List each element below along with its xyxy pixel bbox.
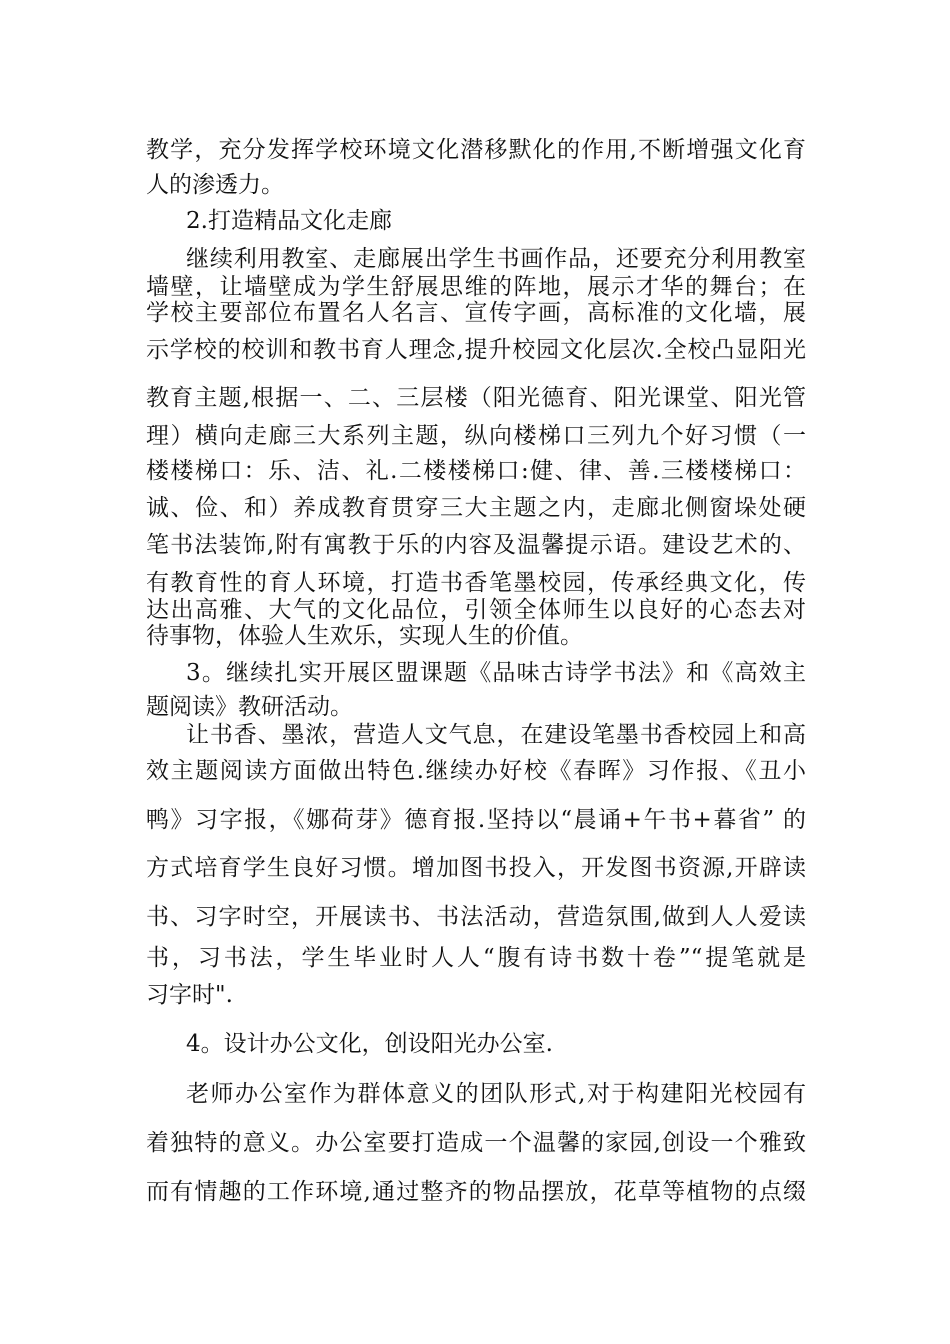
text-line: 老师办公室作为群体意义的团队形式,对于构建阳光校园有	[186, 1081, 806, 1107]
section-heading: 4。设计办公文化，创设阳光办公室.	[186, 1031, 553, 1057]
section-heading: 3。继续扎实开展区盟课题《品味古诗学书法》和《高效主	[186, 660, 806, 686]
text-line: 鸭》习字报，《娜荷芽》德育报.坚持以“晨诵+午书+暮省” 的	[146, 807, 806, 833]
text-line: 而有情趣的工作环境,通过整齐的物品摆放，花草等植物的点缀	[146, 1179, 806, 1205]
text-line: 学校主要部位布置名人名言、宣传字画，高标准的文化墙，展	[146, 300, 806, 326]
text-line: 习字时".	[146, 982, 233, 1008]
section-heading: 2.打造精品文化走廊	[186, 208, 392, 234]
text-line: 继续利用教室、走廊展出学生书画作品，还要充分利用教室	[186, 246, 806, 272]
section-heading: 题阅读》教研活动。	[146, 694, 353, 720]
text-line: 人的渗透力。	[146, 172, 284, 198]
text-line: 诚、俭、和）养成教育贯穿三大主题之内，走廊北侧窗垛处硬	[146, 495, 806, 521]
text-line: 教学，充分发挥学校环境文化潜移默化的作用,不断增强文化育	[146, 137, 806, 163]
text-line: 有教育性的育人环境，打造书香笔墨校园，传承经典文化，传	[146, 570, 806, 596]
text-line: 教育主题,根据一、二、三层楼（阳光德育、阳光课堂、阳光管	[146, 385, 806, 411]
text-line: 书，习书法，学生毕业时人人“腹有诗书数十卷”“提笔就是	[146, 945, 806, 971]
text-line: 待事物，体验人生欢乐，实现人生的价值。	[146, 623, 583, 649]
text-line: 笔书法装饰,附有寓教于乐的内容及温馨提示语。建设艺术的、	[146, 532, 806, 558]
text-line: 着独特的意义。办公室要打造成一个温馨的家园,创设一个雅致	[146, 1130, 806, 1156]
text-line: 示学校的校训和教书育人理念,提升校园文化层次.全校凸显阳光	[146, 337, 806, 363]
text-line: 效主题阅读方面做出特色.继续办好校《春晖》习作报、《丑小	[146, 758, 806, 784]
text-line: 让书香、墨浓，营造人文气息，在建设笔墨书香校园上和高	[186, 722, 806, 748]
text-line: 书、习字时空，开展读书、书法活动，营造氛围,做到人人爱读	[146, 904, 806, 930]
text-line: 墙壁，让墙壁成为学生舒展思维的阵地，展示才华的舞台；在	[146, 274, 806, 300]
text-line: 理）横向走廊三大系列主题，纵向楼梯口三列九个好习惯（一	[146, 423, 806, 449]
text-line: 方式培育学生良好习惯。增加图书投入，开发图书资源,开辟读	[146, 855, 806, 881]
text-line: 楼楼梯口：乐、洁、礼.二楼楼梯口:健、律、善.三楼楼梯口：	[146, 458, 806, 484]
text-line: 达出高雅、大气的文化品位，引领全体师生以良好的心态去对	[146, 597, 806, 623]
